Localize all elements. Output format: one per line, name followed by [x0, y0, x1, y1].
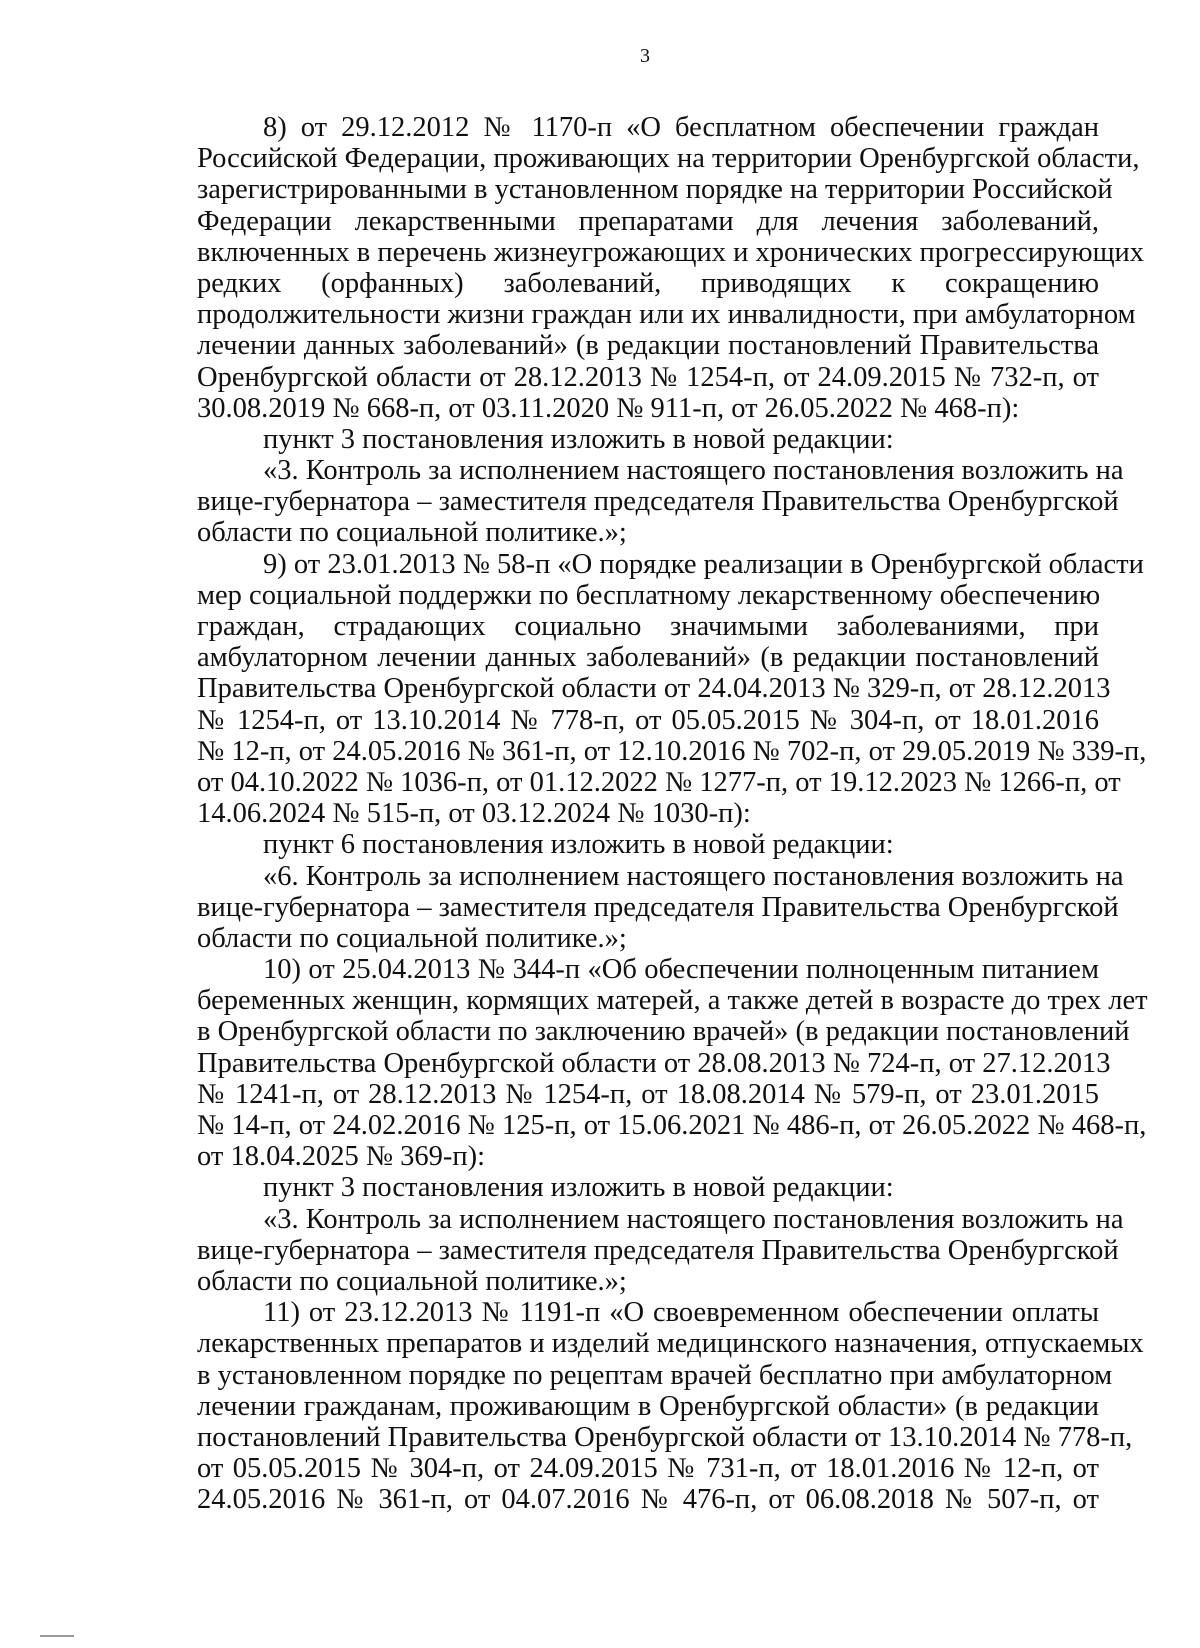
text-line: Российской Федерации, проживающих на территории Оренбургской области, — [197, 143, 1140, 175]
text-line: редких (орфанных) заболеваний, приводящих к сокращению — [197, 267, 1099, 299]
text-line: № 14-п, от 24.02.2016 № 125-п, от 15.06.2021 № 486-п, от 26.05.2022 № 468-п, — [197, 1110, 1147, 1141]
text-line: 30.08.2019 № 668-п, от 03.11.2020 № 911-п, от 26.05.2022 № 468-п): — [197, 392, 1020, 424]
text-line: лечении гражданам, проживающим в Оренбургской области» (в редакции — [197, 1390, 1099, 1422]
text-line: «6. Контроль за исполнением настоящего постановления возложить на — [263, 860, 1124, 892]
text-line: зарегистрированными в установленном порядке на территории Российской — [197, 174, 1113, 206]
text-line: Правительства Оренбургской области от 24.04.2013 № 329-п, от 28.12.2013 — [197, 673, 1111, 705]
text-line: в установленном порядке по рецептам врачей бесплатно при амбулаторном — [197, 1359, 1113, 1391]
text-line: беременных женщин, кормящих матерей, а также детей в возрасте до трех лет — [197, 985, 1148, 1017]
text-line: области по социальной политике.»; — [197, 922, 627, 954]
text-line: области по социальной политике.»; — [197, 1265, 627, 1297]
text-line: лекарственных препаратов и изделий медицинского назначения, отпускаемых — [197, 1328, 1144, 1360]
text-line: мер социальной поддержки по бесплатному лекарственному обеспечению — [197, 579, 1101, 611]
text-line: Федерации лекарственными препаратами для лечения заболеваний, — [197, 205, 1099, 237]
text-line: области по социальной политике.»; — [197, 517, 627, 549]
text-line: «3. Контроль за исполнением настоящего постановления возложить на — [263, 1203, 1124, 1235]
text-line: в Оренбургской области по заключению врачей» (в редакции постановлений — [197, 1016, 1130, 1048]
text-line: Правительства Оренбургской области от 28.08.2013 № 724-п, от 27.12.2013 — [197, 1047, 1111, 1079]
text-line: «3. Контроль за исполнением настоящего постановления возложить на — [263, 455, 1124, 487]
text-line: от 04.10.2022 № 1036-п, от 01.12.2022 № 1277-п, от 19.12.2023 № 1266-п, от — [197, 766, 1121, 798]
text-line: № 1254-п, от 13.10.2014 № 778-п, от 05.05.2015 № 304-п, от 18.01.2016 — [197, 704, 1099, 736]
text-line: пункт 3 постановления изложить в новой редакции: — [263, 1172, 894, 1204]
text-line: продолжительности жизни граждан или их инвалидности, при амбулаторном — [197, 299, 1136, 331]
text-line: включенных в перечень жизнеугрожающих и хронических прогрессирующих — [197, 236, 1145, 268]
text-line: вице-губернатора – заместителя председателя Правительства Оренбургской — [197, 1234, 1119, 1266]
text-line: граждан, страдающих социально значимыми заболеваниями, при — [197, 611, 1099, 642]
scan-artifact — [40, 1635, 74, 1637]
text-line: Оренбургской области от 28.12.2013 № 1254-п, от 24.09.2015 № 732-п, от — [197, 361, 1099, 393]
text-line: от 18.04.2025 № 369-п): — [197, 1141, 486, 1173]
document-body — [197, 112, 1148, 1516]
text-line: № 1241-п, от 28.12.2013 № 1254-п, от 18.08.2014 № 579-п, от 23.01.2015 — [197, 1078, 1099, 1110]
text-line: 24.05.2016 № 361-п, от 04.07.2016 № 476-п, от 06.08.2018 № 507-п, от — [197, 1484, 1099, 1516]
text-line: пункт 6 постановления изложить в новой редакции: — [263, 829, 894, 861]
text-line: 14.06.2024 № 515-п, от 03.12.2024 № 1030-п): — [197, 798, 751, 830]
text-line: амбулаторном лечении данных заболеваний» (в редакции постановлений — [197, 642, 1099, 674]
text-line: 11) от 23.12.2013 № 1191-п «О своевременном обеспечении оплаты — [263, 1297, 1099, 1329]
text-line: лечении данных заболеваний» (в редакции постановлений Правительства — [197, 330, 1099, 362]
text-line: от 05.05.2015 № 304-п, от 24.09.2015 № 731-п, от 18.01.2016 № 12-п, от — [197, 1453, 1099, 1485]
text-line: 8) от 29.12.2012 № 1170-п «О бесплатном обеспечении граждан — [263, 112, 1099, 143]
text-line: 9) от 23.01.2013 № 58-п «О порядке реализации в Оренбургской области — [263, 548, 1144, 580]
page-number: 3 — [640, 45, 650, 67]
text-line: пункт 3 постановления изложить в новой редакции: — [263, 423, 894, 455]
text-line: № 12-п, от 24.05.2016 № 361-п, от 12.10.2016 № 702-п, от 29.05.2019 № 339-п, — [197, 735, 1147, 767]
text-line: постановлений Правительства Оренбургской области от 13.10.2014 № 778-п, — [197, 1421, 1133, 1453]
text-line: вице-губернатора – заместителя председателя Правительства Оренбургской — [197, 486, 1119, 518]
text-line: вице-губернатора – заместителя председателя Правительства Оренбургской — [197, 891, 1119, 923]
text-line: 10) от 25.04.2013 № 344-п «Об обеспечении полноценным питанием — [263, 954, 1099, 986]
